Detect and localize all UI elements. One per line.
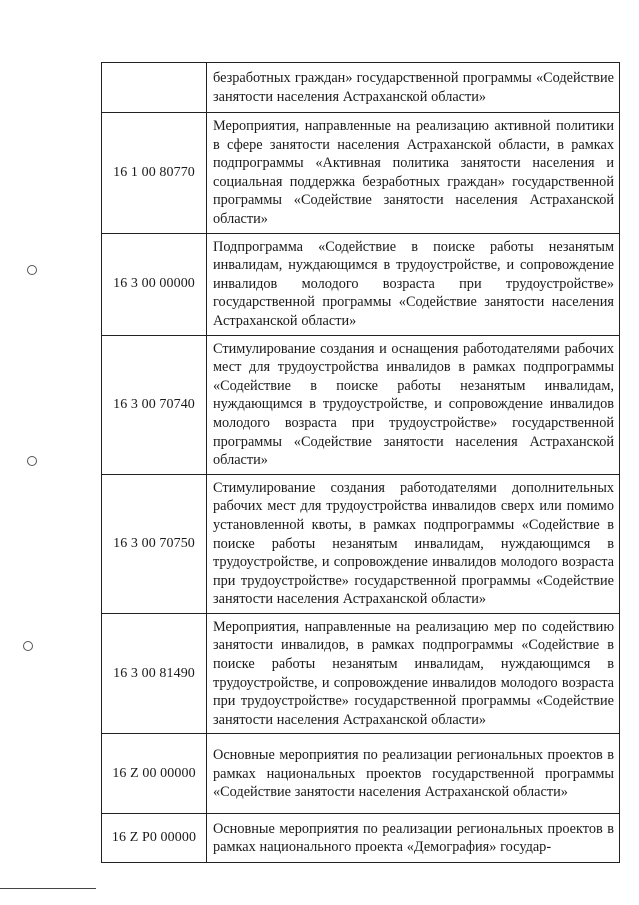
table-row	[102, 63, 620, 113]
table-row	[102, 613, 620, 734]
table-row	[102, 814, 620, 863]
table-row	[102, 233, 620, 335]
classification-code-cell: 16 Z P0 00000	[102, 814, 207, 863]
punch-hole-mark	[23, 641, 33, 651]
classification-code-cell: 16 Z 00 00000	[102, 734, 207, 814]
table-row	[102, 113, 620, 234]
description-cell: Подпрограмма «Содействие в поиске работы незанятым инвалидам, нуждающимся в трудоустройстве, и сопровождение инвалидов молодого возраста при трудоустройстве» государственной программы «Содействие занятости населения Астраханской области»	[207, 233, 620, 335]
classification-code-cell: 16 3 00 70740	[102, 335, 207, 474]
description-cell: Стимулирование создания и оснащения работодателями рабочих мест для трудоустройства инвалидов в рамках подпрограммы «Содействие в поиске работы незанятым инвалидам, нуждающимся в трудоустройстве, и сопровождение инвалидов молодого возраста при трудоустройстве» государственной программы «Содействие занятости населения Астраханской области»	[207, 335, 620, 474]
classification-code-cell: 16 1 00 80770	[102, 113, 207, 234]
description-cell: Стимулирование создания работодателями дополнительных рабочих мест для трудоустройства инвалидов сверх или помимо установленной квоты, в рамках подпрограммы «Содействие в поиске работы незанятым инвалидам, нуждающимся в трудоустройстве, и сопровождение инвалидов молодого возраста при трудоустройстве» государственной программы «Содействие занятости населения Астраханской области»	[207, 474, 620, 613]
punch-hole-mark	[27, 456, 37, 466]
description-cell: Мероприятия, направленные на реализацию мер по содействию занятости инвалидов, в рамках подпрограммы «Содействие в поиске работы незанятым инвалидам, нуждающимся в трудоустройстве, и сопровождение инвалидов молодого возраста при трудоустройстве» государственной программы «Содействие занятости населения Астраханской области»	[207, 613, 620, 734]
description-cell: безработных граждан» государственной программы «Содействие занятости населения Астраханской области»	[207, 63, 620, 113]
footnote-separator	[0, 888, 96, 889]
description-cell: Мероприятия, направленные на реализацию активной политики в сфере занятости населения Астраханской области, в рамках подпрограммы «Активная политика занятости населения и социальная поддержка безработных граждан» государственной программы «Содействие занятости населения Астраханской области»	[207, 113, 620, 234]
classification-code-cell: 16 3 00 81490	[102, 613, 207, 734]
classification-code-cell	[102, 63, 207, 113]
classification-code-cell: 16 3 00 70750	[102, 474, 207, 613]
budget-classification-table	[101, 62, 620, 863]
classification-code-cell: 16 3 00 00000	[102, 233, 207, 335]
description-cell: Основные мероприятия по реализации региональных проектов в рамках национального проекта «Демография» государ-	[207, 814, 620, 863]
table-row	[102, 335, 620, 474]
description-cell: Основные мероприятия по реализации региональных проектов в рамках национальных проектов государственной программы «Содействие занятости населения Астраханской области»	[207, 734, 620, 814]
table-row	[102, 474, 620, 613]
punch-hole-mark	[27, 265, 37, 275]
table-row	[102, 734, 620, 814]
